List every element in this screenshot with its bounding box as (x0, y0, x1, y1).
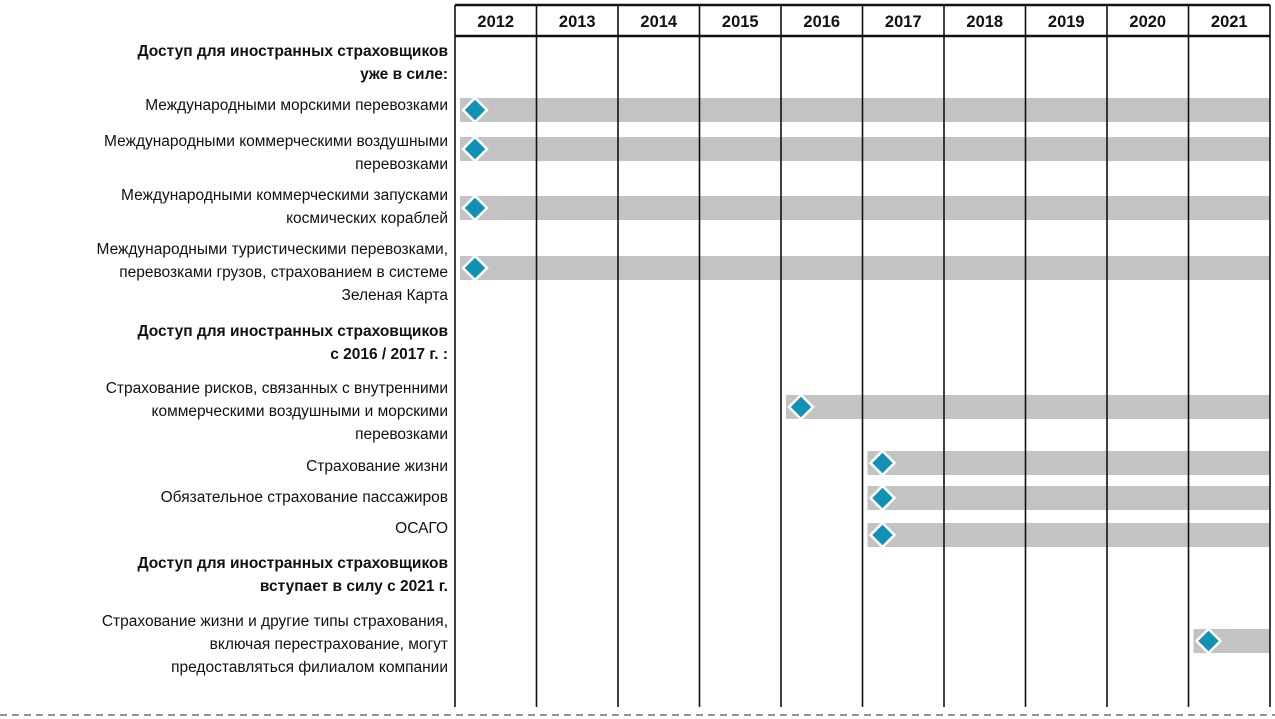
row-label-line: Международными коммерческими воздушными (104, 133, 448, 150)
row-label-line: перевозками (355, 426, 448, 443)
row-label-line: Страхование жизни (306, 458, 448, 475)
availability-bar (460, 196, 1270, 220)
year-label: 2020 (1129, 13, 1167, 31)
section-title-line: вступает в силу с 2021 г. (259, 578, 448, 595)
row-label-line: Международными морскими перевозками (145, 97, 448, 114)
row-label-line: Обязательное страхование пассажиров (160, 489, 448, 506)
row-label-line: предоставляться филиалом компании (171, 659, 448, 676)
availability-bar (460, 98, 1270, 122)
section-title-line: Доступ для иностранных страховщиков (137, 555, 448, 572)
section-title (138, 555, 448, 595)
year-label: 2018 (966, 13, 1004, 31)
section-title-line: Доступ для иностранных страховщиков (137, 323, 448, 340)
row-label (395, 520, 448, 537)
year-label: 2014 (640, 13, 678, 31)
year-label: 2019 (1047, 13, 1085, 31)
year-label: 2016 (803, 13, 841, 31)
row-label-line: коммерческими воздушными и морскими (151, 403, 448, 420)
row-label-line: Международными коммерческими запусками (121, 187, 448, 204)
availability-bar (460, 256, 1270, 280)
year-label: 2017 (884, 13, 922, 31)
row-label-line: космических кораблей (286, 210, 448, 227)
row-label-line: Международными туристическими перевозками, (96, 241, 448, 258)
year-label: 2015 (721, 13, 759, 31)
availability-bar (786, 395, 1270, 419)
row-label (96, 241, 448, 304)
year-label: 2021 (1210, 13, 1248, 31)
availability-bar (868, 451, 1271, 475)
row-label (102, 613, 448, 676)
section-title (138, 43, 448, 83)
row-label (145, 97, 448, 114)
availability-bar (868, 486, 1271, 510)
availability-bar (460, 137, 1270, 161)
row-label-line: перевозками грузов, страхованием в системе (119, 264, 448, 281)
row-label (161, 489, 448, 506)
year-label: 2013 (558, 13, 596, 31)
row-label-line: Страхование рисков, связанных с внутренними (105, 380, 448, 397)
row-label (306, 458, 448, 475)
row-label-line: Зеленая Карта (341, 287, 448, 304)
row-label (121, 187, 448, 227)
row-label-line: перевозками (355, 156, 448, 173)
row-label (104, 133, 448, 173)
row-label-line: Страхование жизни и другие типы страхования, (101, 613, 448, 630)
availability-bar (868, 523, 1271, 547)
row-label-line: включая перестрахование, могут (209, 636, 448, 653)
row-label-line: ОСАГО (395, 520, 448, 537)
section-title-line: с 2016 / 2017 г. : (330, 346, 448, 363)
year-label: 2012 (477, 13, 515, 31)
row-label (106, 380, 448, 443)
section-title-line: Доступ для иностранных страховщиков (137, 43, 448, 60)
section-title-line: уже в силе: (360, 66, 448, 83)
section-title (138, 323, 448, 363)
